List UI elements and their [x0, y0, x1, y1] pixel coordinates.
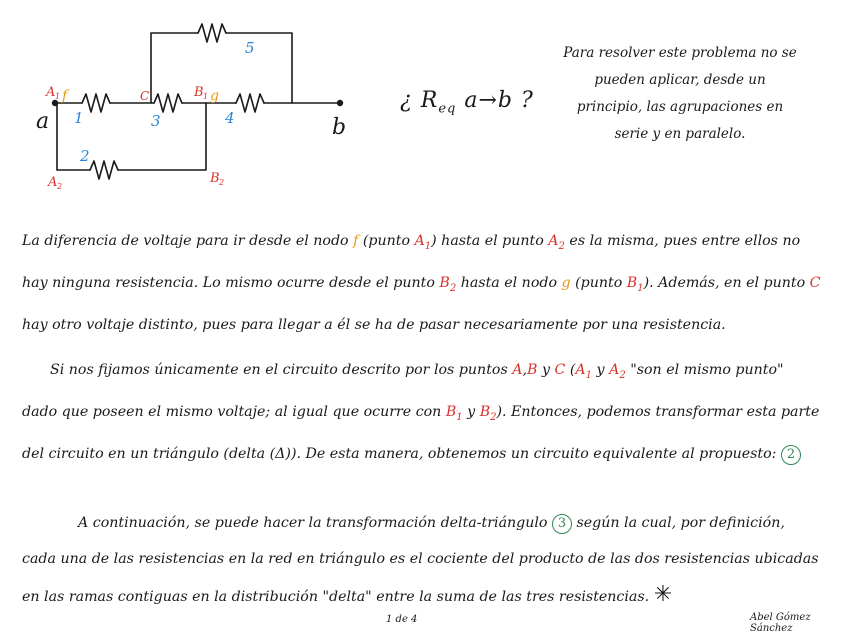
- label-B2: B: [210, 171, 220, 186]
- label-r4: 4: [225, 109, 235, 127]
- ref-circle-3: 3: [552, 514, 572, 534]
- label-r5: 5: [245, 39, 255, 57]
- question-req: ¿ $R_{eq}$ a→b ?: [400, 88, 534, 117]
- resistor-2: [90, 161, 118, 179]
- node-b-dot: [337, 100, 343, 106]
- label-f: f: [62, 88, 68, 104]
- label-B1-sub: 1: [203, 92, 209, 101]
- label-g: g: [210, 88, 219, 104]
- wire-top-loop-right: [226, 33, 292, 103]
- wire-top-loop-left: [151, 33, 198, 103]
- label-B2-sub: 2: [219, 178, 225, 187]
- label-B1: B: [194, 85, 204, 100]
- paragraph-1: La diferencia de voltaje para ir desde el nodo f (punto $A_1$) hasta el punto $A_2$ es la misma, pues entre ellos no hay ninguna resistencia. Lo mismo ocurre desde el punto $B_2$ hasta el nodo g (punto $B_1$). Además, en el punto C hay otro voltaje distinto, pues para llegar a él se ha de pasar necesariamente por una resistencia.: [22, 233, 821, 333]
- label-r1: 1: [74, 109, 84, 127]
- label-A1: A: [46, 85, 56, 100]
- resistor-3: [154, 94, 182, 112]
- side-note: Para resolver este problema no se pueden aplicar, desde un principio, las agrupaciones en serie y en paralelo.: [563, 45, 797, 142]
- label-A1-sub: 1: [55, 92, 61, 101]
- author-name: Abel Gómez Sánchez: [750, 612, 811, 634]
- resistor-4: [236, 94, 264, 112]
- resistor-5: [198, 24, 226, 42]
- label-r3: 3: [151, 112, 161, 130]
- ref-circle-2: 2: [781, 445, 801, 465]
- label-C: C: [140, 89, 150, 103]
- resistor-1: [82, 94, 110, 112]
- asterisk-mark: ✳: [653, 582, 673, 607]
- label-node-b: b: [332, 115, 347, 140]
- label-node-a: a: [36, 109, 50, 134]
- wire-bottom-right: [118, 103, 206, 170]
- paragraph-3: A continuación, se puede hacer la transformación delta-triángulo 3 según la cual, por definición, cada una de las resistencias en la red en triángulo es el cociente del producto de las dos resistencias ubicadas en las ramas contiguas en la distribución "delta" entre la suma de las tres resistencias. ✳: [22, 515, 819, 607]
- page-number: 1 de 4: [386, 614, 418, 625]
- paragraph-2: Si nos fijamos únicamente en el circuito descrito por los puntos A,B y C ($A_1$ y $A_2$ "son el mismo punto" dado que poseen el mismo voltaje; al igual que ocurre con $B_1$ y $B_2$). Entonces, podemos transformar esta parte del circuito en un triángulo (delta (Δ)). De esta manera, obtenemos un circuito equivalente al propuesto: 2: [22, 352, 822, 472]
- label-r2: 2: [80, 147, 90, 165]
- label-A2: A: [48, 175, 58, 190]
- label-A2-sub: 2: [57, 182, 63, 191]
